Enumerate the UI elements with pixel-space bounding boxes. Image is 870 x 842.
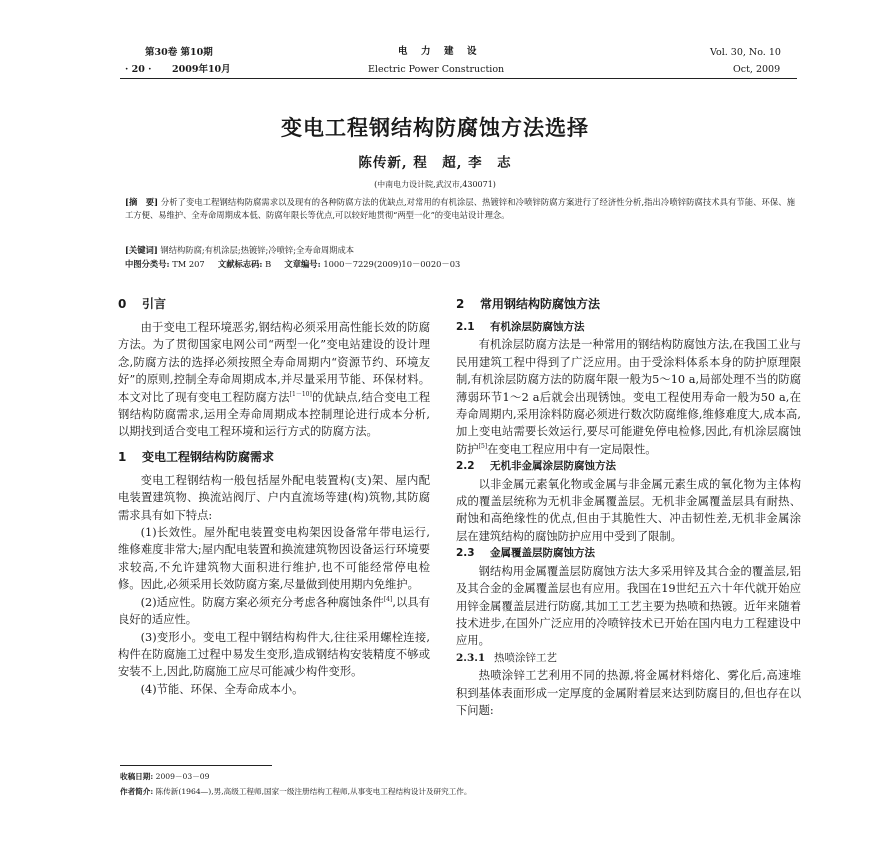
section-1-item-2 (118, 594, 430, 629)
section-2-3-1-number: 2.3.1 (456, 651, 486, 664)
section-2-heading (456, 296, 801, 313)
section-1-number: 1 (118, 449, 127, 464)
keywords-text: 钢结构防腐;有机涂层;热镀锌;冷喷锌;全寿命周期成本 (160, 245, 355, 255)
keywords (125, 244, 795, 257)
section-0-heading (118, 296, 430, 313)
section-2-3-1-paragraph: 热喷涂锌工艺利用不同的热源,将金属材料熔化、雾化后,高速堆积到基体表面形成一定厚度的金属附着层来达到防腐目的,但也存在以下问题: (456, 669, 801, 717)
received-label: 收稿日期: (120, 772, 154, 781)
section-1-item-1: (1)长效性。屋外配电装置变电构架因设备常年带电运行,维修难度非常大;屋内配电装置和换流建筑物因设备运行环境要求较高,不允许建筑物大面积进行维护,也不可能经常停电检修。因此,必须采用长效防腐方案,尽量做到使用期内免维护。 (118, 526, 430, 592)
header-volume-cn: 第30卷 第10期 (145, 47, 213, 58)
author-bio-label: 作者简介: (120, 787, 154, 796)
citation-ref: [4] (383, 595, 393, 603)
clc-label: 中图分类号: (125, 259, 170, 269)
header-page-number: · 20 · (125, 64, 152, 75)
article-affiliation: (中南电力设计院,武汉市,430071) (374, 180, 496, 189)
header-journal-cn: 电 力 建 设 (398, 46, 479, 57)
keywords-label: [关键词] (125, 245, 158, 255)
received-date: 2009－03－09 (155, 772, 210, 781)
section-2-1-heading (456, 319, 801, 336)
article-title: 变电工程钢结构防腐蚀方法选择 (281, 116, 589, 140)
citation-ref: [1－10] (289, 390, 312, 398)
header-date-en: Oct, 2009 (733, 64, 781, 75)
section-2-3-paragraph: 钢结构用金属覆盖层防腐蚀方法大多采用锌及其合金的覆盖层,铝及其合金的金属覆盖层也有应用。我国在19世纪五六十年代就开始应用锌金属覆盖层进行防腐,其加工工艺主要为热喷和热镀。近年来随着技术进步,在国外广泛应用的冷喷锌技术已开始在国内电力工程建设中应用。 (456, 564, 801, 648)
section-2-3-1-heading (456, 650, 801, 667)
section-1-item-2-text-a: (2)适应性。防腐方案必须充分考虑各种腐蚀条件 (140, 595, 384, 609)
section-1-title: 变电工程钢结构防腐需求 (142, 449, 275, 464)
footnote-received (120, 770, 209, 783)
section-2-2-paragraph: 以非金属元素氧化物或金属与非金属元素生成的氧化物为主体构成的覆盖层统称为无机非金属覆盖层。无机非金属覆盖层具有耐热、耐蚀和高绝缘性的优点,但由于其脆性大、冲击韧性差,无机非金属涂层在建筑结构的腐蚀防护应用中受到了限制。 (456, 477, 801, 543)
section-2-3-number: 2.3 (456, 547, 475, 560)
author-bio: 陈传新(1964—),男,高级工程师,国家一级注册结构工程师,从事变电工程结构设计及研究工作。 (155, 787, 472, 796)
section-1-paragraph: 变电工程钢结构一般包括屋外配电装置构(支)架、屋内配电装置建筑物、换流站阀厅、户内直流场等建(构)筑物,其防腐需求具有如下特点: (118, 473, 430, 522)
section-2-1-number: 2.1 (456, 321, 475, 333)
section-2-3-title: 金属覆盖层防腐蚀方法 (490, 547, 595, 560)
section-2-number: 2 (456, 297, 465, 311)
section-1-item-4: (4)节能、环保、全寿命成本小。 (140, 682, 304, 696)
right-column (456, 290, 801, 719)
header-volume-en: Vol. 30, No. 10 (710, 47, 781, 58)
section-2-1-text-b: 在变电工程应用中有一定局限性。 (487, 442, 657, 456)
header-rule (120, 78, 797, 79)
section-0-text-b: 的优缺点,结合变电工程钢结构防腐需求,运用全寿命周期成本控制理论进行成本分析,以期找到适合变电工程环境和运行方式的防腐方法。 (118, 390, 430, 439)
section-2-1-paragraph (456, 336, 801, 458)
section-2-1-title: 有机涂层防腐蚀方法 (490, 321, 585, 333)
section-0-text-a: 由于变电工程环境恶劣,钢结构必须采用高性能长效的防腐方法。为了贯彻国家电网公司“两型一化”变电站建设的设计理念,防腐方法的选择必须按照全寿命周期内“资源节约、环境友好”的原则,控制全寿命周期成本,并尽量采用节能、环保材料。本文对比了现有变电工程防腐方法 (118, 321, 430, 404)
section-1-item-3: (3)变形小。变电工程中钢结构构件大,往往采用螺栓连接,构件在防腐施工过程中易发生变形,造成钢结构安装精度不够或安装不上,因此,防腐施工应尽可能减少构件变形。 (118, 630, 430, 679)
citation-ref: [5] (478, 443, 488, 451)
section-2-2-number: 2.2 (456, 460, 475, 473)
section-2-2-heading (456, 458, 801, 475)
section-0-title: 引言 (142, 297, 167, 311)
header-journal-en: Electric Power Construction (368, 64, 505, 75)
article-number-label: 文章编号: (284, 259, 321, 269)
section-1-heading (118, 449, 430, 466)
doc-code-value: B (265, 259, 272, 269)
footnote-author (120, 785, 471, 798)
doc-code-label: 文献标志码: (217, 259, 263, 269)
header-date-cn: 2009年10月 (172, 64, 231, 75)
article-authors: 陈传新, 程 超, 李 志 (358, 155, 512, 171)
left-column (118, 290, 430, 698)
section-2-1-text-a: 有机涂层防腐方法是一种常用的钢结构防腐蚀方法,在我国工业与民用建筑工程中得到了广泛应用。由于受涂料体系本身的防护原理限制,有机涂层防腐方法的防腐年限一般为5～10 a,局部处理不当的防腐薄弱环节1～2 a后就会出现锈蚀。变电工程使用寿命一般为50 a,在寿命周期内,采用涂料防腐必须进行数次防腐维修,维修难度大,成本高,加上变电站需要长效运行,要尽可能避免停电检修,因此,有机涂层腐蚀防护 (456, 338, 801, 456)
abstract (125, 196, 795, 221)
section-2-3-heading (456, 545, 801, 562)
section-1-item-2-text-b: ,以具有良好的适应性。 (118, 595, 430, 627)
section-2-title: 常用钢结构防腐蚀方法 (480, 297, 601, 311)
classification-line (125, 258, 795, 271)
section-0-paragraph (118, 319, 430, 441)
footnote-rule (120, 765, 272, 766)
article-number-value: 1000－7229(2009)10－0020－03 (323, 259, 461, 269)
section-2-3-1-title: 热喷涂锌工艺 (494, 651, 557, 664)
abstract-label: [摘 要] (125, 197, 159, 207)
section-2-2-title: 无机非金属涂层防腐蚀方法 (490, 460, 616, 473)
section-0-number: 0 (118, 297, 127, 311)
clc-value: TM 207 (172, 259, 205, 269)
abstract-text: 分析了变电工程钢结构防腐需求以及现有的各种防腐方法的优缺点,对常用的有机涂层、热镀锌和冷喷锌防腐方案进行了经济性分析,指出冷喷锌防腐技术具有节能、环保、施工方便、易维护、全寿命周期成本低、防腐年限长等优点,可以较好地贯彻“两型一化”的变电站设计理念。 (125, 197, 795, 220)
